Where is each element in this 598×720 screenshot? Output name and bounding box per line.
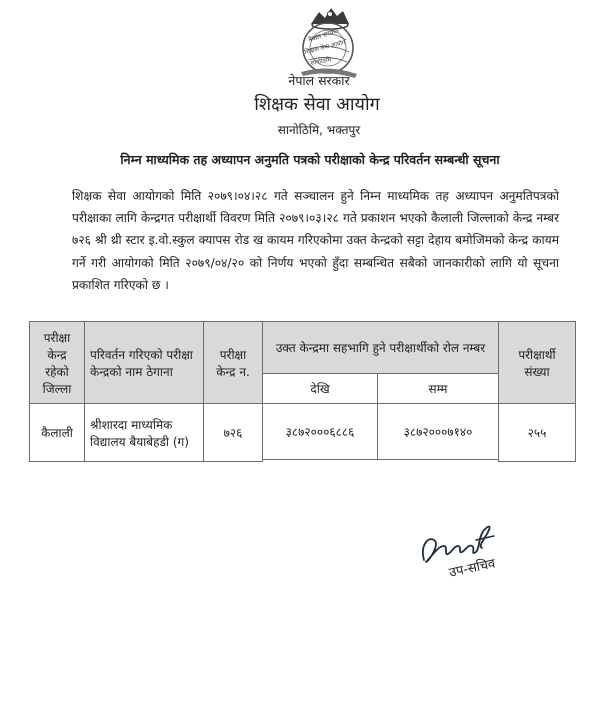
cell-roll-from: ३८७२०००६८८६ (263, 404, 378, 460)
table-row (30, 404, 576, 460)
cell-center-code: ७२६ (204, 404, 263, 462)
header-district: परीक्षा केन्द्र रहेको जिल्ला (30, 322, 85, 404)
cell-count: २५५ (499, 404, 576, 462)
cell-center-name: श्रीशारदा माध्यमिक विद्यालय बैयाबेहडी (ग) (85, 404, 204, 462)
cell-district: कैलाली (30, 404, 85, 462)
government-heading: नेपाल सरकार (288, 73, 350, 88)
header-to: सम्म (378, 374, 499, 404)
organization-address: सानोठिमि, भक्तपुर (277, 123, 361, 137)
table-header-row (30, 322, 576, 374)
header-roll-range: उक्त केन्द्रमा सहभागि हुने परीक्षार्थीको रोल नम्बर (263, 322, 499, 374)
designation-label: उप-सचिव (447, 556, 497, 581)
svg-text:शिक्षक सेवा आयोग: शिक्षक सेवा आयोग (303, 39, 347, 56)
exam-center-table (29, 321, 576, 462)
svg-text:सानोठिमि: सानोठिमि (310, 56, 332, 67)
header-from: देखि (263, 374, 378, 404)
emblem-seal-icon (297, 2, 361, 80)
notice-body: शिक्षक सेवा आयोगको मिति २०७९।०४।२८ गते सञ्चालन हुने निम्न माध्यमिक तह अध्यापन अनुमतिपत्रको परीक्षाका लागि केन्द्रगत परीक्षार्थी विवरण मिति २०७९।०३।२८ गते प्रकाशन भएको कैलाली जिल्लाको केन्द्र नम्बर ७२६ श्री थ्री स्टार इ.वो.स्कुल क्यापस रोड ख कायम गरिएकोमा उक्त केन्द्रको सट्टा देहाय बमोजिमको केन्द्र कायम गर्ने गरी आयोगको मिति २०७९/०४/२० को निर्णय भएको हुँदा सम्बन्धित सबैको जानकारीको लागि यो सूचना प्रकाशित गरिएको छ । (72, 189, 559, 292)
organization-heading: शिक्षक सेवा आयोग (254, 94, 380, 115)
header-count: परीक्षार्थी संख्या (499, 322, 576, 404)
spacer-cell (378, 460, 499, 462)
svg-text:नेपाल सरकार: नेपाल सरकार (307, 26, 340, 44)
header-center-name: परिवर्तन गरिएको परीक्षा केन्द्रको नाम ठेगाना (85, 322, 204, 404)
government-emblem (297, 2, 361, 80)
cell-roll-to: ३८७२०००७१४० (378, 404, 499, 460)
header-center-code: परीक्षा केन्द्र न. (204, 322, 263, 404)
spacer-cell (263, 460, 378, 462)
notice-title: निम्न माध्यमिक तह अध्यापन अनुमति पत्रको परीक्षाको केन्द्र परिवर्तन सम्बन्धी सूचना (120, 152, 500, 167)
